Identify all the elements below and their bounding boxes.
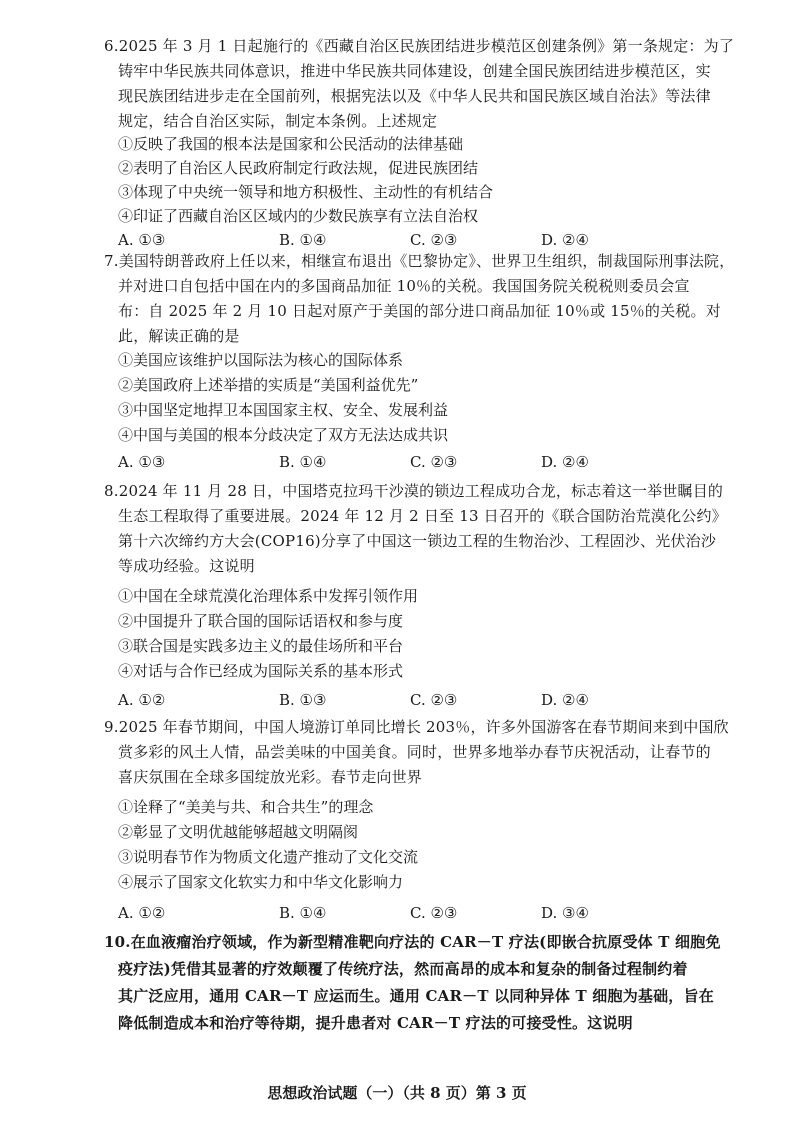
question-text-line: 其广泛应用，通用 CAR－T 应运而生。通用 CAR－T 以同种异体 T 细胞为基础，旨在 xyxy=(118,987,714,1005)
choice-a: A. ①② xyxy=(118,904,166,922)
question-text-line: 此，解读正确的是 xyxy=(118,327,240,345)
question-text-line: 并对进口自包括中国在内的多国商品加征 10％的关税。我国国务院关税税则委员会宣 xyxy=(118,277,690,295)
question-text-line: 等成功经验。这说明 xyxy=(118,557,255,575)
choice-c: C. ②③ xyxy=(410,231,458,249)
choice-d: D. ②④ xyxy=(541,691,589,709)
question-text-line: 疫疗法)凭借其显著的疗效颠覆了传统疗法，然而高昂的成本和复杂的制备过程制约着 xyxy=(118,960,688,978)
choice-b: B. ①③ xyxy=(279,691,327,709)
question-text-line: 6.2025 年 3 月 1 日起施行的《西藏自治区民族团结进步模范区创建条例》第一条规定：为了 xyxy=(104,37,735,55)
option-4: ④印证了西藏自治区区域内的少数民族享有立法自治权 xyxy=(118,207,479,225)
option-1: ①诠释了“美美与共、和合共生”的理念 xyxy=(118,798,374,816)
choice-a: A. ①③ xyxy=(118,231,166,249)
choice-c: C. ②③ xyxy=(410,453,458,471)
choice-b: B. ①④ xyxy=(279,453,327,471)
option-3: ③联合国是实践多边主义的最佳场所和平台 xyxy=(118,637,404,655)
option-4: ④对话与合作已经成为国际关系的基本形式 xyxy=(118,662,404,680)
option-1: ①反映了我国的根本法是国家和公民活动的法律基础 xyxy=(118,135,464,153)
option-2: ②中国提升了联合国的国际话语权和参与度 xyxy=(118,612,404,630)
question-text-line: 赏多彩的风土人情，品尝美味的中国美食。同时，世界多地举办春节庆祝活动，让春节的 xyxy=(118,743,711,761)
choice-c: C. ②③ xyxy=(410,691,458,709)
question-text-line: 9.2025 年春节期间，中国人境游订单同比增长 203％，许多外国游客在春节期间来到中国欣 xyxy=(104,718,729,736)
option-2: ②表明了自治区人民政府制定行政法规，促进民族团结 xyxy=(118,159,479,177)
option-2: ②彰显了文明优越能够超越文明隔阂 xyxy=(118,823,359,841)
option-3: ③中国坚定地捍卫本国国家主权、安全、发展利益 xyxy=(118,401,449,419)
choice-b: B. ①④ xyxy=(279,904,327,922)
choice-a: A. ①② xyxy=(118,691,166,709)
option-2: ②美国政府上述举措的实质是“美国利益优先” xyxy=(118,376,419,394)
option-3: ③体现了中央统一领导和地方积极性、主动性的有机结合 xyxy=(118,183,494,201)
choice-b: B. ①④ xyxy=(279,231,327,249)
question-text-line: 第十六次缔约方大会(COP16)分享了中国这一锁边工程的生物治沙、工程固沙、光伏治沙 xyxy=(118,532,717,550)
choice-d: D. ②④ xyxy=(541,453,589,471)
choice-d: D. ③④ xyxy=(541,904,589,922)
question-text-line: 生态工程取得了重要进展。2024 年 12 月 2 日至 13 日召开的《联合国防治荒漠化公约》 xyxy=(118,507,727,525)
choice-a: A. ①③ xyxy=(118,453,166,471)
page-footer: 思想政治试题（一）（共 8 页）第 3 页 xyxy=(267,1084,527,1102)
question-text-line: 规定，结合自治区实际，制定本条例。上述规定 xyxy=(118,112,438,130)
option-4: ④中国与美国的根本分歧决定了双方无法达成共识 xyxy=(118,426,449,444)
choice-d: D. ②④ xyxy=(541,231,589,249)
question-text-line: 7.美国特朗普政府上任以来，相继宣布退出《巴黎协定》、世界卫生组织，制裁国际刑事法院， xyxy=(104,252,735,270)
question-text-line: 铸牢中华民族共同体意识，推进中华民族共同体建设，创建全国民族团结进步模范区，实 xyxy=(118,62,711,80)
question-text-line: 8.2024 年 11 月 28 日，中国塔克拉玛干沙漠的锁边工程成功合龙，标志着这一举世瞩目的 xyxy=(104,482,724,500)
option-4: ④展示了国家文化软实力和中华文化影响力 xyxy=(118,873,404,891)
question-text-line: 喜庆氛围在全球多国绽放光彩。春节走向世界 xyxy=(118,768,423,786)
question-text-line: 现民族团结进步走在全国前列，根据宪法以及《中华人民共和国民族区域自治法》等法律 xyxy=(118,87,711,105)
question-text-line: 10.在血液瘤治疗领域，作为新型精准靶向疗法的 CAR－T 疗法(即嵌合抗原受体 T 细胞免 xyxy=(104,933,721,951)
question-text-line: 降低制造成本和治疗等待期，提升患者对 CAR－T 疗法的可接受性。这说明 xyxy=(118,1014,633,1032)
option-1: ①美国应该维护以国际法为核心的国际体系 xyxy=(118,351,404,369)
option-1: ①中国在全球荒漠化治理体系中发挥引领作用 xyxy=(118,587,419,605)
choice-c: C. ②③ xyxy=(410,904,458,922)
option-3: ③说明春节作为物质文化遗产推动了文化交流 xyxy=(118,848,419,866)
question-text-line: 布：自 2025 年 2 月 10 日起对原产于美国的部分进口商品加征 10％或 15％的关税。对 xyxy=(118,302,721,320)
